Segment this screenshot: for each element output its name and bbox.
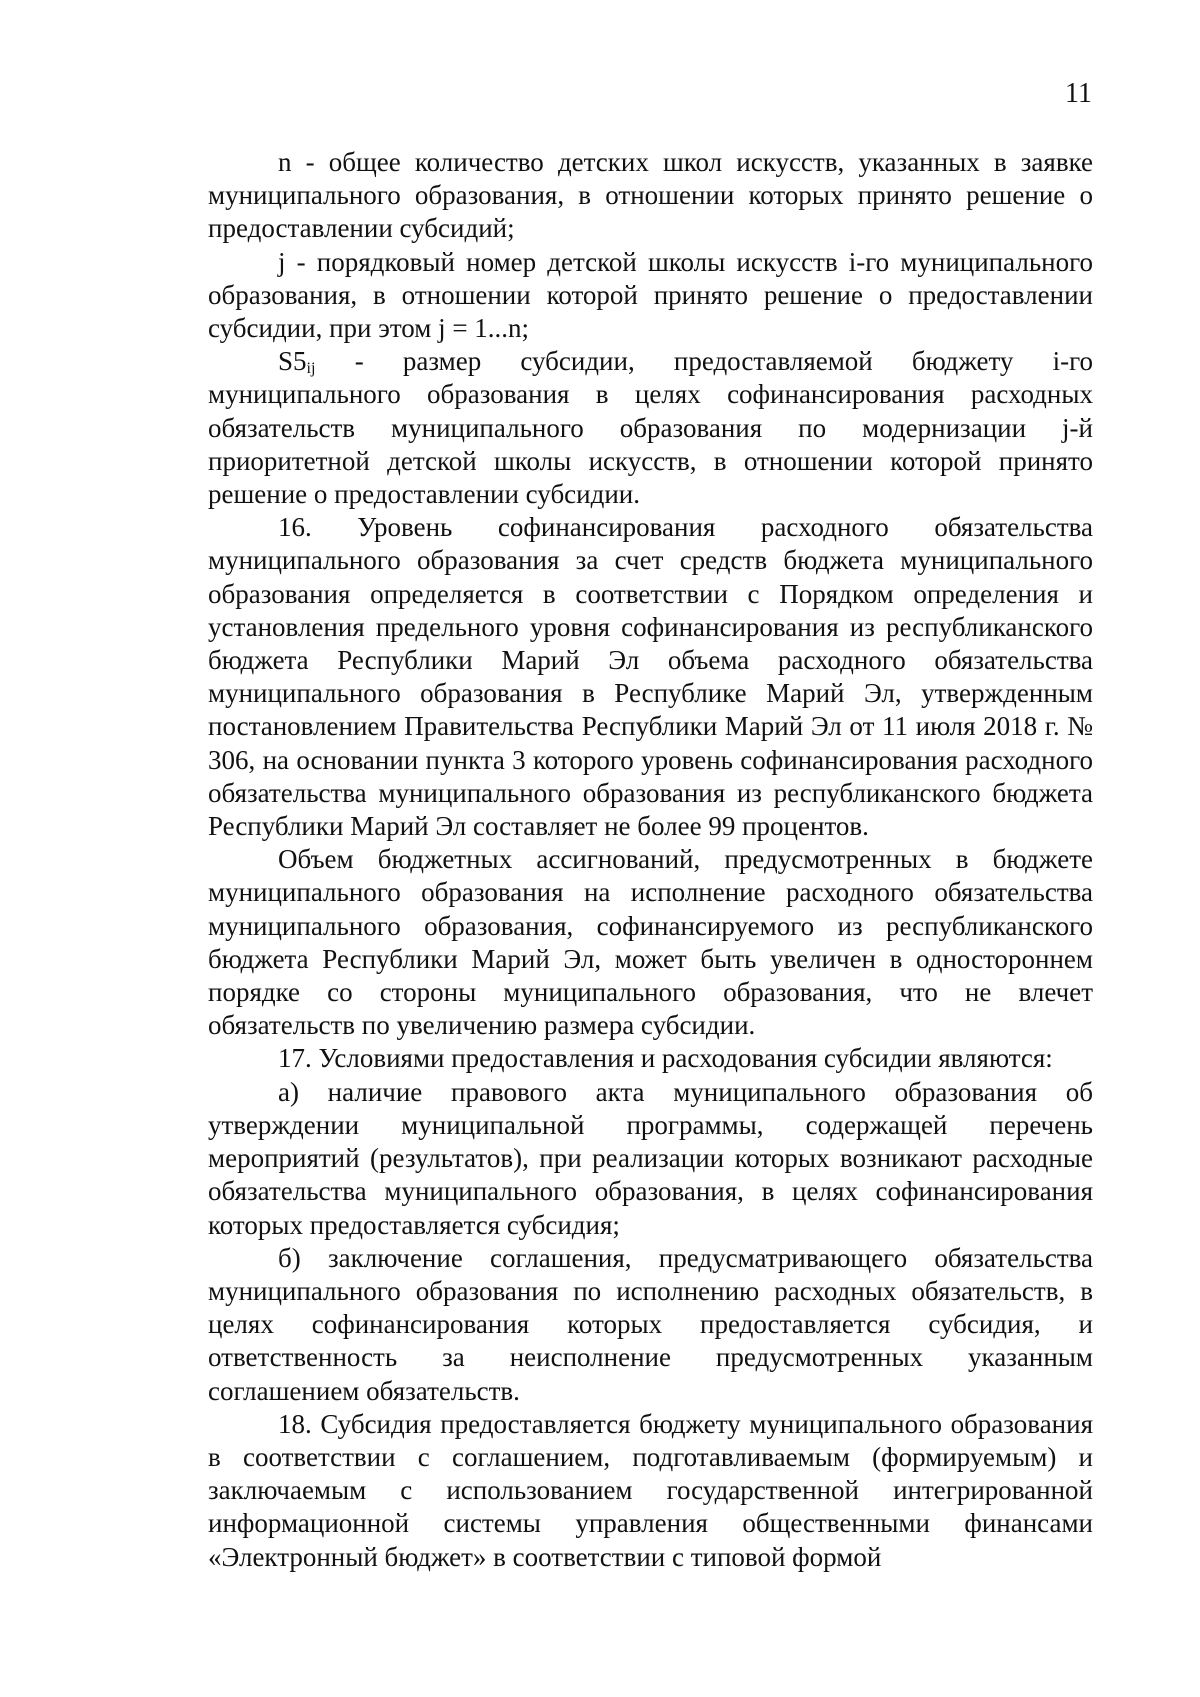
s5-subscript: ij bbox=[306, 359, 316, 378]
page-number: 11 bbox=[1065, 78, 1092, 109]
paragraph-17: 17. Условиями предоставления и расходования субсидии являются: bbox=[278, 1043, 1053, 1074]
s5-text: - размер субсидии, предоставляемой бюджету i-го муниципального образования в целях софинансирования расходных обязательств муниципального образования по модернизации j-й приоритетной детской школы искусств, в отношении которой принято решение о предоставлении субсидии. bbox=[208, 346, 1093, 510]
paragraph-18: 18. Субсидия предоставляется бюджету муниципального образования в соответствии с соглашением, подготавливаемым (формируемым) и заключаемым с использованием государственной интегрированной информационной системы управления общественными финансами «Электронный бюджет» в соответствии с типовой формой bbox=[208, 1408, 1093, 1572]
paragraph-17a: а) наличие правового акта муниципального образования об утверждении муниципальной программы, содержащей перечень мероприятий (результатов), при реализации которых возникают расходные обязательства муниципального образования, в целях софинансирования которых предоставляется субсидия; bbox=[208, 1076, 1093, 1240]
document-body bbox=[208, 146, 1093, 1574]
paragraph-budget-volume: Объем бюджетных ассигнований, предусмотренных в бюджете муниципального образования на исполнение расходного обязательства муниципального образования, софинансируемого из республиканского бюджета Республики Марий Эл, может быть увеличен в одностороннем порядке со стороны муниципального образования, что не влечет обязательств по увеличению размера субсидии. bbox=[208, 844, 1093, 1041]
paragraph-16: 16. Уровень софинансирования расходного обязательства муниципального образования за счет средств бюджета муниципального образования определяется в соответствии с Порядком определения и установления предельного уровня софинансирования из республиканского бюджета Республики Марий Эл объема расходного обязательства муниципального образования в Республике Марий Эл, утвержденным постановлением Правительства Республики Марий Эл от 11 июля 2018 г. № 306, на основании пункта 3 которого уровень софинансирования расходного обязательства муниципального образования из республиканского бюджета Республики Марий Эл составляет не более 99 процентов. bbox=[208, 512, 1093, 842]
paragraph-j-definition: j - порядковый номер детской школы искусств i-го муниципального образования, в отношении которой принято решение о предоставлении субсидии, при этом j = 1...n; bbox=[208, 246, 1093, 344]
paragraph-n-definition: n - общее количество детских школ искусств, указанных в заявке муниципального образования, в отношении которых принято решение о предоставлении субсидий; bbox=[208, 147, 1093, 244]
s5-symbol: S5 bbox=[278, 346, 307, 377]
paragraph-17b: б) заключение соглашения, предусматривающего обязательства муниципального образования по исполнению расходных обязательств, в целях софинансирования которых предоставляется субсидия, и ответственность за неисполнение предусмотренных указанным соглашением обязательств. bbox=[208, 1242, 1093, 1406]
paragraph-s5-definition bbox=[208, 345, 1093, 511]
